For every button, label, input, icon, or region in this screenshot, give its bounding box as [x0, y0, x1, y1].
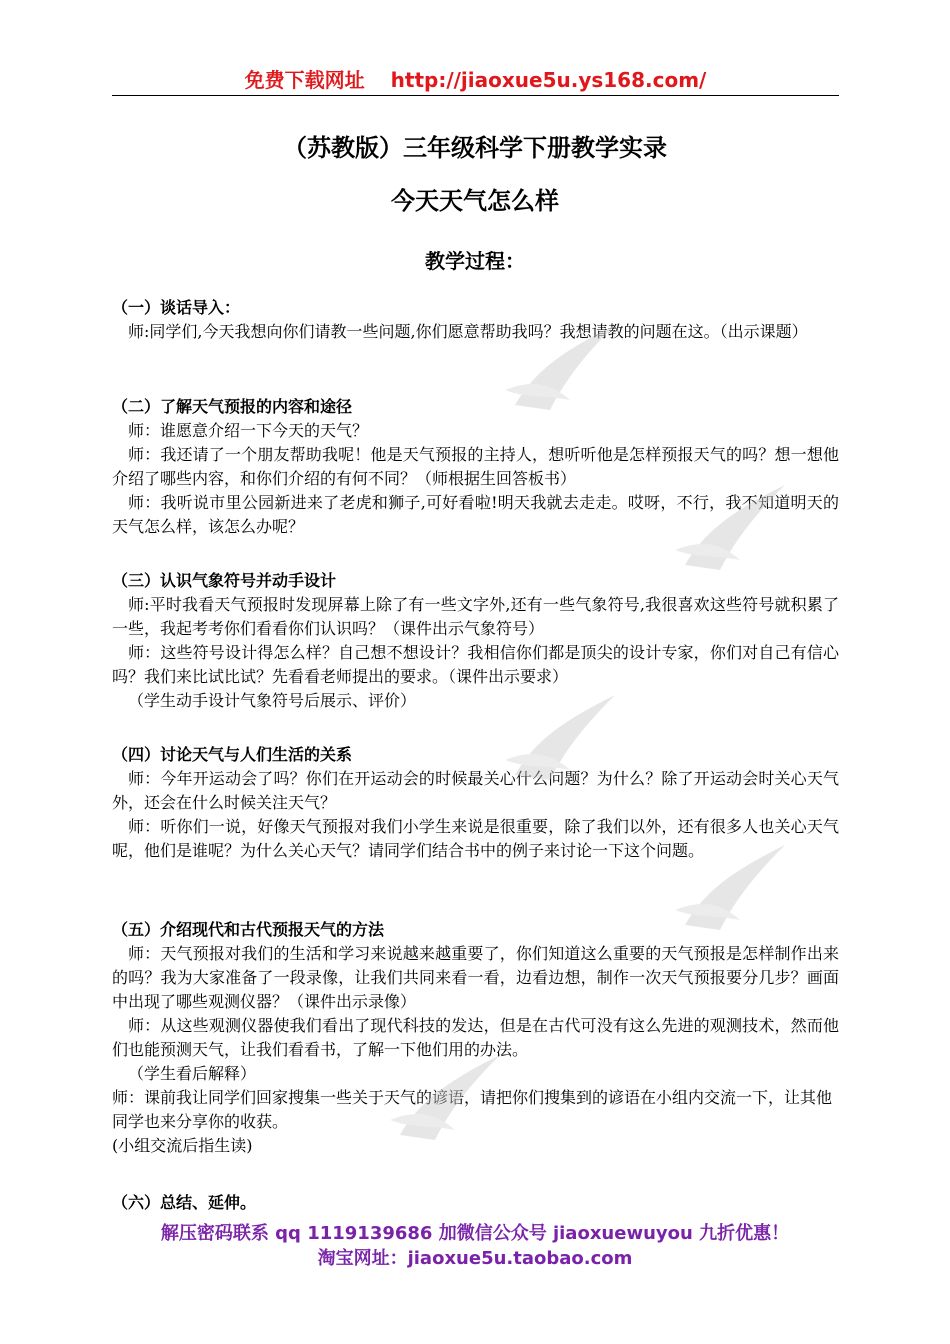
lesson-title: 今天天气怎么样: [391, 186, 559, 215]
section-title: （三）认识气象符号并动手设计: [112, 571, 337, 590]
paragraph: （学生看后解释）: [128, 1064, 257, 1083]
paragraph: (小组交流后指生读): [112, 1136, 253, 1155]
section-6: [112, 1191, 839, 1215]
section-title: （六）总结、延伸。: [112, 1193, 257, 1212]
header-divider: [112, 95, 839, 96]
section-title: （一）谈话导入：: [112, 298, 241, 317]
paragraph: 师：这些符号设计得怎么样？自己想不想设计？我相信你们都是顶尖的设计专家，你们对自己有信心吗？我们来比试比试？先看看老师提出的要求。（课件出示要求）: [112, 643, 839, 686]
document-title: （苏教版）三年级科学下册教学实录: [283, 133, 667, 162]
watermark-logo-icon: [495, 310, 635, 420]
paragraph: 师：谁愿意介绍一下今天的天气？: [128, 421, 369, 440]
section-title: （五）介绍现代和古代预报天气的方法: [112, 920, 385, 939]
process-heading: 教学过程：: [425, 249, 525, 273]
paragraph: 师：课前我让同学们回家搜集一些关于天气的谚语，请把你们搜集到的谚语在小组内交流一下，让其他同学也来分享你的收获。: [112, 1088, 833, 1131]
download-url[interactable]: http://jiaoxue5u.ys168.com/: [390, 68, 707, 92]
section-1: [112, 296, 839, 344]
section-3: [112, 569, 839, 713]
watermark-logo-icon: [495, 680, 635, 790]
paragraph: 师:平时我看天气预报时发现屏幕上除了有一些文字外,还有一些气象符号,我很喜欢这些符号就积累了一些，我起考考你们看看你们认识吗？（课件出示气象符号）: [112, 595, 839, 638]
watermark-logo-icon: [380, 1040, 520, 1150]
paragraph: 师：听你们一说，好像天气预报对我们小学生来说是很重要，除了我们以外，还有很多人也关心天气呢，他们是谁呢？为什么关心天气？请同学们结合书中的例子来讨论一下这个问题。: [112, 817, 839, 860]
paragraph: 师：我还请了一个朋友帮助我呢！他是天气预报的主持人，想听听他是怎样预报天气的吗？想一想他介绍了哪些内容，和你们介绍的有何不同？（师根据生回答板书）: [112, 445, 839, 488]
paragraph: 师：天气预报对我们的生活和学习来说越来越重要了，你们知道这么重要的天气预报是怎样制作出来的吗？我为大家准备了一段录像，让我们共同来看一看，边看边想，制作一次天气预报要分几步？画面中出现了哪些观测仪器？（课件出示录像）: [112, 944, 839, 1011]
download-header: [112, 64, 839, 93]
paragraph: 师:同学们,今天我想向你们请教一些问题,你们愿意帮助我吗？我想请教的问题在这。（出示课题）: [128, 322, 808, 341]
footer-shop-url[interactable]: 淘宝网址：jiaoxue5u.taobao.com: [317, 1248, 633, 1269]
section-title: （四）讨论天气与人们生活的关系: [112, 745, 353, 764]
paragraph: 师：我听说市里公园新进来了老虎和狮子,可好看啦!明天我就去走走。哎呀，不行，我不知道明天的天气怎么样，该怎么办呢？: [112, 493, 839, 536]
watermark-logo-icon: [665, 470, 805, 580]
paragraph: （学生动手设计气象符号后展示、评价）: [128, 691, 417, 710]
footer-contact: 解压密码联系 qq 1119139686 加微信公众号 jiaoxuewuyou 九折优惠！: [160, 1223, 790, 1244]
download-label: 免费下载网址: [244, 68, 365, 92]
paragraph: 师：今年开运动会了吗？你们在开运动会的时候最关心什么问题？为什么？除了开运动会时关心天气外，还会在什么时候关注天气？: [112, 769, 839, 812]
paragraph: 师：从这些观测仪器使我们看出了现代科技的发达，但是在古代可没有这么先进的观测技术，然而他们也能预测天气，让我们看看书，了解一下他们用的办法。: [112, 1016, 839, 1059]
watermark-logo-icon: [665, 830, 805, 940]
section-title: （二）了解天气预报的内容和途径: [112, 397, 353, 416]
